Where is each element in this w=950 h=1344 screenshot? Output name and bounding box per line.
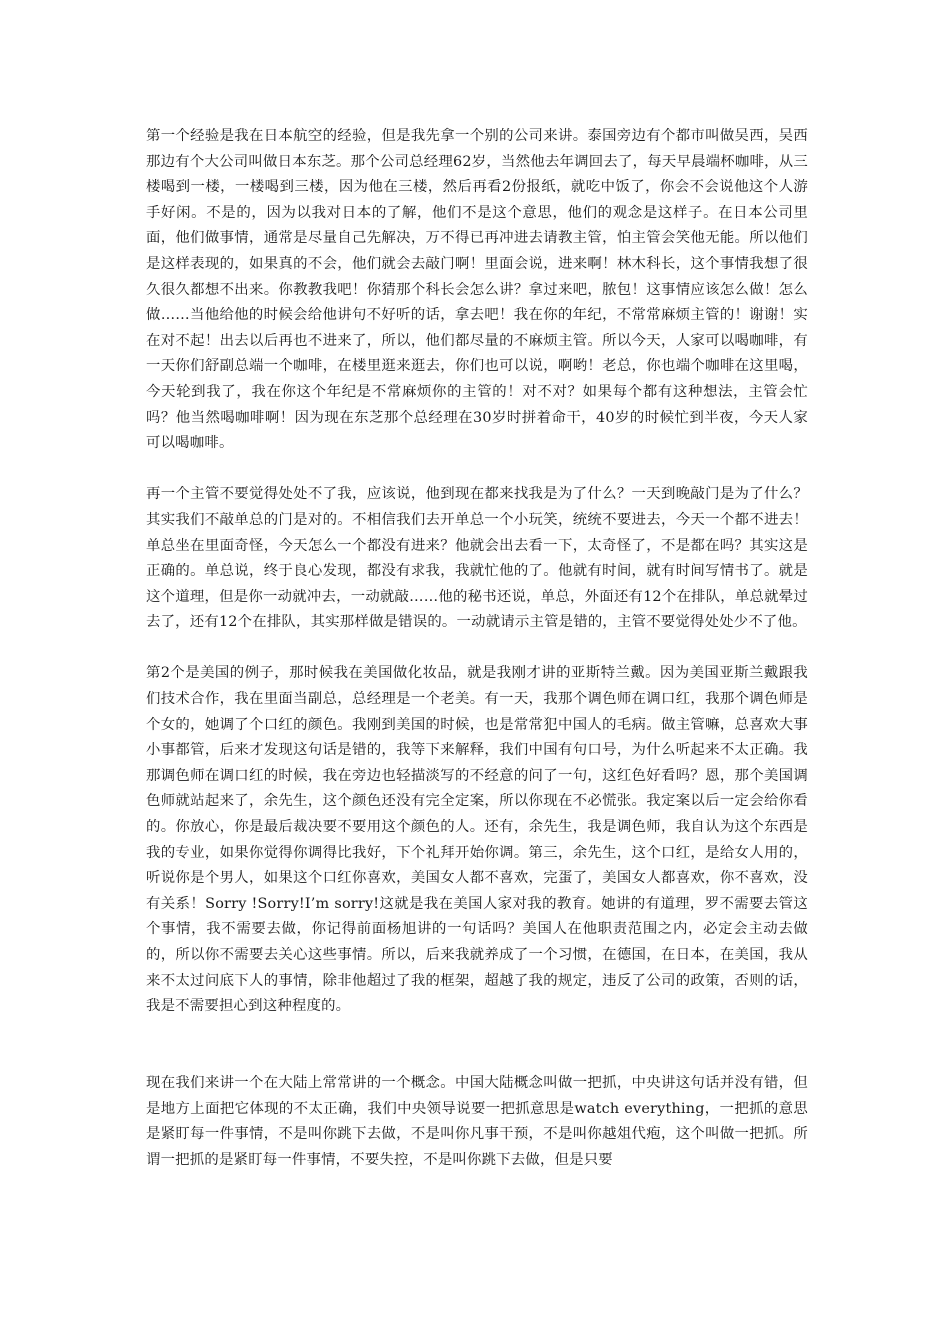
document-body [146,124,808,1173]
paragraph-mainland-concept: 现在我们来讲一个在大陆上常常讲的一个概念。中国大陆概念叫做一把抓，中央讲这句话并没有错，但是地方上面把它体现的不太正确，我们中央领导说要一把抓意思是watch everything，一把抓的意思是紧盯每一件事情，不是叫你跳下去做，不是叫你凡事干预，不是叫你越俎代疱，这个叫做一把抓。所谓一把抓的是紧盯每一件事情，不要失控，不是叫你跳下去做，但是只要 [146,1074,808,1168]
paragraph-japan-airlines-experience: 第一个经验是我在日本航空的经验，但是我先拿一个别的公司来讲。泰国旁边有个都市叫做吴西，吴西那边有个大公司叫做日本东芝。那个公司总经理62岁，当然他去年调回去了，每天早晨端杯咖啡，从三楼喝到一楼，一楼喝到三楼，因为他在三楼，然后再看2份报纸，就吃中饭了，你会不会说他这个人游手好闲。不是的，因为以我对日本的了解，他们不是这个意思，他们的观念是这样子。在日本公司里面，他们做事情，通常是尽量自己先解决，万不得已再冲进去请教主管，怕主管会笑他无能。所以他们是这样表现的，如果真的不会，他们就会去敲门啊！里面会说，进来啊！林木科长，这个事情我想了很久很久都想不出来。你教教我吧！你猜那个科长会怎么讲？拿过来吧，脓包！这事情应该怎么做！怎么做……当他给他的时候会给他讲句不好听的话，拿去吧！我在你的年纪，不常常麻烦主管的！谢谢！实在对不起！出去以后再也不进来了，所以，他们都尽量的不麻烦主管。所以今天，人家可以喝咖啡，有一天你们舒副总端一个咖啡，在楼里逛来逛去，你们也可以说，啊哟！老总，你也端个咖啡在这里喝，今天轮到我了，我在你这个年纪是不常麻烦你的主管的！对不对？如果每个都有这种想法，主管会忙吗？他当然喝咖啡啊！因为现在东芝那个总经理在30岁时拼着命干，40岁的时候忙到半夜，今天人家可以喝咖啡。 [146,128,808,452]
paragraph-spacer [146,457,808,483]
paragraph-spacer [146,636,808,662]
paragraph-spacer [146,1020,808,1071]
paragraph-american-example: 第2个是美国的例子，那时候我在美国做化妆品，就是我刚才讲的亚斯特兰戴。因为美国亚斯兰戴跟我们技术合作，我在里面当副总，总经理是一个老美。有一天，我那个调色师在调口红，我那个调色师是个女的，她调了个口红的颜色。我刚到美国的时候，也是常常犯中国人的毛病。做主管嘛，总喜欢大事小事都管，后来才发现这句话是错的，我等下来解释，我们中国有句口号，为什么听起来不太正确。我那调色师在调口红的时候，我在旁边也轻描淡写的不经意的问了一句，这红色好看吗？恩，那个美国调色师就站起来了，余先生，这个颜色还没有完全定案，所以你现在不必慌张。我定案以后一定会给你看的。你放心，你是最后裁决要不要用这个颜色的人。还有，余先生，我是调色师，我自认为这个东西是我的专业，如果你觉得你调得比我好，下个礼拜开始你调。第三，余先生，这个口红，是给女人用的，听说你是个男人，如果这个口红你喜欢，美国女人都不喜欢，完蛋了，美国女人都喜欢，你不喜欢，没有关系！Sorry !Sorry!I’m sorry!这就是我在美国人家对我的教育。她讲的有道理，罗不需要去管这个事情，我不需要去做，你记得前面杨旭讲的一句话吗？美国人在他职责范围之内，必定会主动去做的，所以你不需要去关心这些事情。所以，后来我就养成了一个习惯，在德国，在日本，在美国，我从来不太过问底下人的事情，除非他超过了我的框架，超越了我的规定，违反了公司的政策，否则的话，我是不需要担心到这种程度的。 [146,665,808,1015]
paragraph-manager-not-indispensable: 再一个主管不要觉得处处不了我，应该说，他到现在都来找我是为了什么？一天到晚敲门是为了什么？其实我们不敲单总的门是对的。不相信我们去开单总一个小玩笑，统统不要进去，今天一个都不进去！单总坐在里面奇怪，今天怎么一个都没有进来？他就会出去看一下，太奇怪了，不是都在吗？其实这是正确的。单总说，终于良心发现，都没有求我，我就忙他的了。他就有时间，就有时间写情书了。就是这个道理，但是你一动就冲去，一动就敲……他的秘书还说，单总，外面还有12个在排队，单总就晕过去了，还有12个在排队，其实那样做是错误的。一动就请示主管是错的，主管不要觉得处处少不了他。 [146,486,808,631]
